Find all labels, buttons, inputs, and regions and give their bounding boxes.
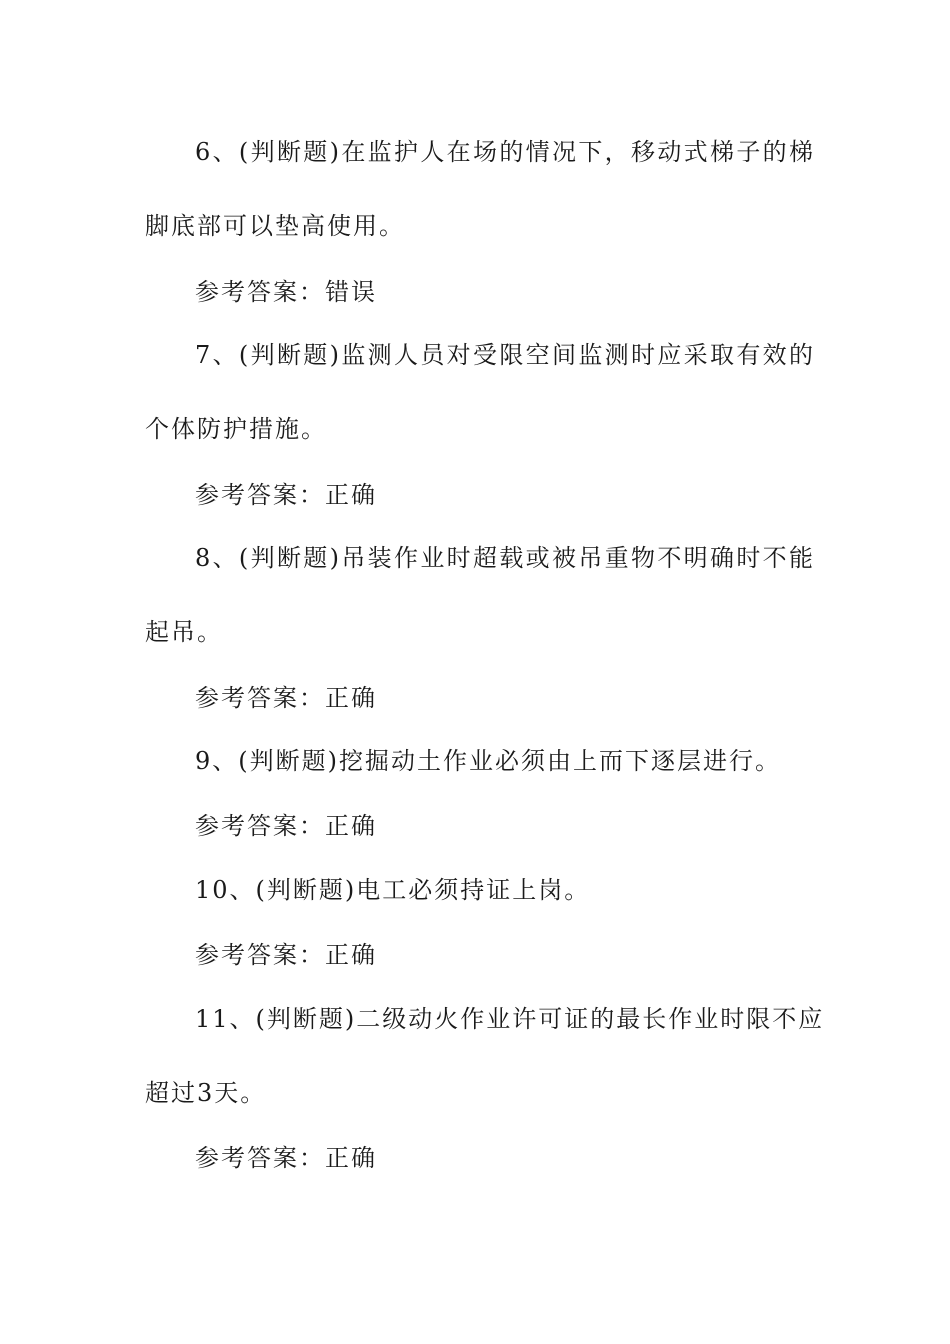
answer-8: 参考答案：正确 xyxy=(195,684,377,712)
answer-7: 参考答案：正确 xyxy=(195,481,377,509)
question-6-line-2: 脚底部可以垫高使用。 xyxy=(145,212,405,240)
question-11-line-2: 超过3天。 xyxy=(145,1079,267,1107)
question-8-line-1: 8、(判断题)吊装作业时超载或被吊重物不明确时不能 xyxy=(195,544,815,572)
answer-10: 参考答案：正确 xyxy=(195,941,377,969)
question-7-line-2: 个体防护措施。 xyxy=(145,415,327,443)
answer-6: 参考答案：错误 xyxy=(195,278,377,306)
answer-11: 参考答案：正确 xyxy=(195,1144,377,1172)
question-6-line-1: 6、(判断题)在监护人在场的情况下，移动式梯子的梯 xyxy=(195,138,815,166)
answer-9: 参考答案：正确 xyxy=(195,812,377,840)
question-8-line-2: 起吊。 xyxy=(145,618,223,646)
question-7-line-1: 7、(判断题)监测人员对受限空间监测时应采取有效的 xyxy=(195,341,815,369)
question-10-line-1: 10、(判断题)电工必须持证上岗。 xyxy=(195,876,591,904)
question-11-line-1: 11、(判断题)二级动火作业许可证的最长作业时限不应 xyxy=(195,1005,825,1033)
question-9-line-1: 9、(判断题)挖掘动土作业必须由上而下逐层进行。 xyxy=(195,747,781,775)
